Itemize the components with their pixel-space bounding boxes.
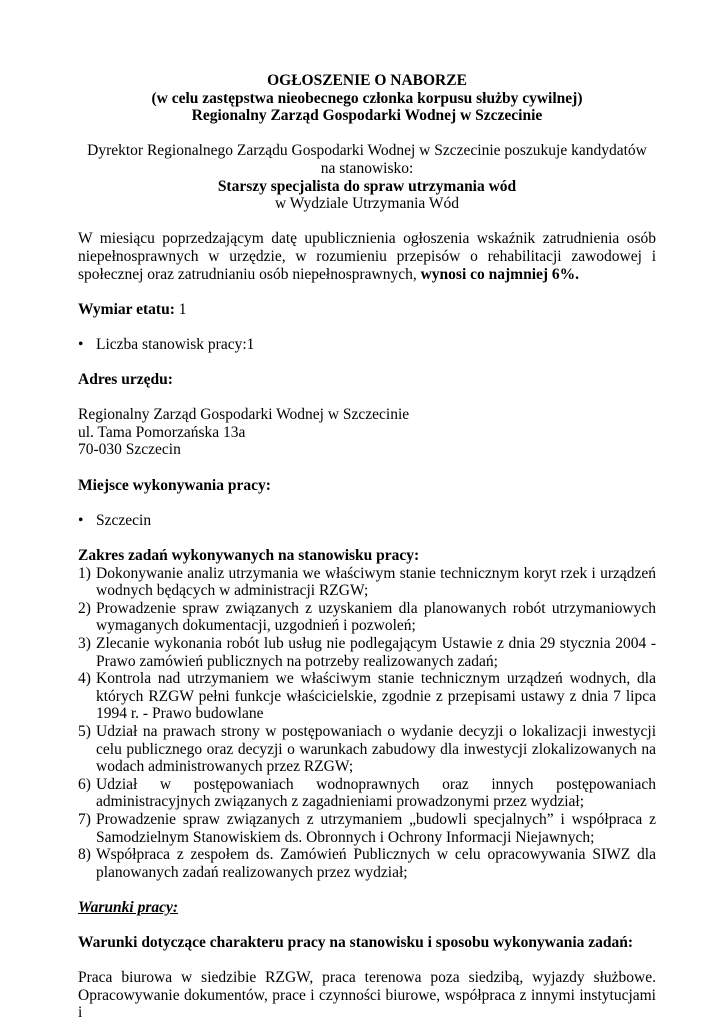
employment-note-text: W miesiącu poprzedzającym datę upublicznienia ogłoszenia wskaźnik zatrudnienia osób niepełnosprawnych w urzędzie, w rozumieniu przepisów o rehabilitacji zawodowej i społecznej oraz zatrudnianiu osób niepełnosprawnych, bbox=[78, 230, 656, 283]
position-title: Starszy specjalista do spraw utrzymania wód bbox=[217, 177, 517, 195]
wymiar-label: Wymiar etatu: bbox=[78, 300, 175, 318]
wymiar-value: 1 bbox=[174, 300, 187, 318]
conditions-label: Warunki pracy: bbox=[78, 898, 179, 916]
task-item: 5) Udział na prawach strony w postępowaniach o wydanie decyzji o lokalizacji inwestycji celu publicznego oraz decyzji o warunkach zabudowy dla inwestycji zlokalizowanych na wodach administrowanych przez RZGW; bbox=[78, 722, 656, 776]
bullet-icon: • bbox=[78, 335, 84, 353]
conditions-subheading: Warunki dotyczące charakteru pracy na stanowisku i sposobu wykonywania zadań: bbox=[78, 934, 634, 952]
wymiar-etatu bbox=[78, 301, 656, 319]
task-item: 4) Kontrola nad utrzymaniem we właściwym stanie technicznym urządzeń wodnych, dla których RZGW pełni funkcje właścicielskie, zgodnie z przepisami ustawy z dnia 7 lipca 1994 r. - Prawo budowlane bbox=[78, 670, 656, 723]
tasks-label: Zakres zadań wykonywanych na stanowisku pracy: bbox=[78, 547, 420, 565]
office-name: Regionalny Zarząd Gospodarki Wodnej w Szczecinie bbox=[191, 107, 543, 125]
positions-count-item bbox=[78, 336, 656, 354]
task-item: 7) Prowadzenie spraw związanych z utrzymaniem „budowli specjalnych” i współpraca z Samodzielnym Stanowiskiem ds. Obronnych i Ochrony Informacji Niejawnych; bbox=[78, 810, 656, 846]
department-name: w Wydziale Utrzymania Wód bbox=[274, 195, 459, 213]
employment-note bbox=[78, 230, 656, 283]
workplace-label: Miejsce wykonywania pracy: bbox=[78, 476, 271, 494]
positions-count: Liczba stanowisk pracy:1 bbox=[96, 335, 255, 353]
document-page bbox=[78, 72, 656, 1022]
address-line: ul. Tama Pomorzańska 13a bbox=[78, 423, 246, 441]
task-item: 6) Udział w postępowaniach wodnoprawnych oraz innych postępowaniach administracyjnych związanych z zagadnieniami prowadzonymi przez wydział; bbox=[78, 775, 656, 811]
document-subtitle: (w celu zastępstwa nieobecnego członka korpusu służby cywilnej) bbox=[151, 89, 583, 107]
employment-note-bold: wynosi co najmniej 6%. bbox=[420, 265, 580, 283]
task-item: 2) Prowadzenie spraw związanych z uzyskaniem dla planowanych robót utrzymaniowych wymaganych dokumentacji, uzgodnień i pozwoleń; bbox=[78, 599, 656, 635]
address-label: Adres urzędu: bbox=[78, 371, 173, 389]
address-line: Regionalny Zarząd Gospodarki Wodnej w Szczecinie bbox=[78, 406, 410, 424]
task-item: 3) Zlecanie wykonania robót lub usług nie podlegającym Ustawie z dnia 29 stycznia 2004 - Prawo zamówień publicznych na potrzeby realizowanych zadań; bbox=[78, 635, 656, 670]
bullet-icon: • bbox=[78, 511, 84, 529]
intro-line: Dyrektor Regionalnego Zarządu Gospodarki Wodnej w Szczecinie poszukuje kandydatów na stanowisko: bbox=[87, 142, 647, 177]
task-item: 1) Dokonywanie analiz utrzymania we właściwym stanie technicznym koryt rzek i urządzeń wodnych będących w administracji RZGW; bbox=[78, 564, 656, 600]
address-line: 70-030 Szczecin bbox=[78, 441, 181, 459]
workplace-item bbox=[78, 512, 656, 530]
workplace-city: Szczecin bbox=[96, 511, 152, 529]
task-item: 8) Współpraca z zespołem ds. Zamówień Publicznych w celu opracowywania SIWZ dla planowanych zadań realizowanych przez wydział; bbox=[78, 846, 656, 881]
document-title: OGŁOSZENIE O NABORZE bbox=[267, 72, 467, 89]
conditions-text: Praca biurowa w siedzibie RZGW, praca terenowa poza siedzibą, wyjazdy służbowe. Opracowywanie dokumentów, prace i czynności biurowe, współpraca z innymi instytucjami i bbox=[78, 969, 656, 1022]
tasks-list bbox=[78, 565, 656, 882]
